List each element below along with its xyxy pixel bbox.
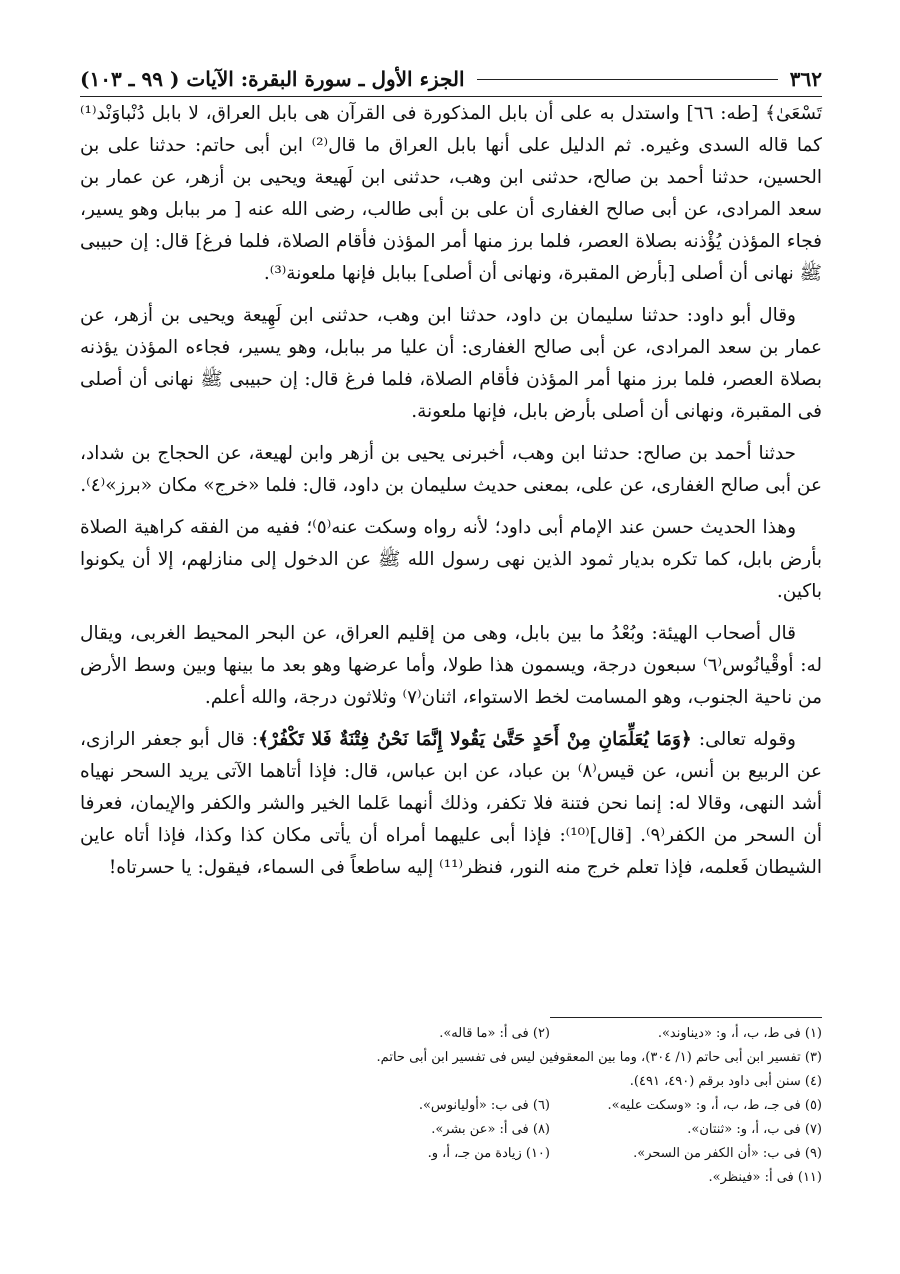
footnote-7: (٧) فى ب، أ، و: «ثنتان». [687,1122,822,1137]
header-title: الجزء الأول ـ سورة البقرة: الآيات ( ٩٩ ـ ١٠٣) [80,67,465,91]
footnote-row [280,1118,822,1142]
header-rule [477,79,778,80]
footnote-separator [550,1017,822,1018]
footnote-8: (٨) فى أ: «عن بشر». [431,1122,550,1137]
footnote-row [280,1166,822,1190]
paragraph-6-intro: وقوله تعالى: [691,729,796,750]
quran-verse: ﴿وَمَا يُعَلِّمَانِ مِنْ أَحَدٍ حَتَّىٰ يَقُولا إِنَّمَا نَحْنُ فِتْنَةٌ فَلا تَكْفُرْ﴾ [258,729,692,750]
paragraph-2: وقال أبو داود: حدثنا سليمان بن داود، حدثنا ابن وهب، حدثنى ابن لَهِيعة ويحيى بن أزهر، عن عمار بن سعد المرادى، عن أبى صالح الغفارى: أن عليا مر ببابل، وهو يسير، فجاءه المؤذن يؤذنه بصلاة العصر، فلما برز منها أمر المؤذن فأقام الصلاة، فلما فرغ قال: إن حبيبى ﷺ نهانى أن أصلى فى المقبرة، ونهانى أن أصلى بأرض بابل، فإنها ملعونة. [80,305,822,422]
footnote-row [280,1022,822,1046]
page-number: ٣٦٢ [789,67,822,91]
footnote-11: (١١) فى أ: «فينظر». [708,1170,822,1185]
footnotes [280,1022,822,1190]
paragraph-6-text: : قال أبو جعفر الرازى، عن الربيع بن أنس، عن قيس⁽٨⁾ بن عباد، عن ابن عباس، قال: فإذا أتاهما الآتى يريد السحر نهياه أشد النهى، وقالا له: إنما نحن فتنة فلا تكفر، وذلك أنهما عَلما الخير والشر والكفر والإيمان، فعرفا أن السحر من الكفر⁽٩⁾. [قال]⁽¹⁰⁾: فإذا أبى عليهما أمراه أن يأتى مكان كذا وكذا، فإذا أتاه عاين الشيطان فَعلمه، فإذا تعلم خرج منه النور، فنظر⁽¹¹⁾ إليه ساطعاً فى السماء، فيقول: يا حسرتاه! [80,729,822,878]
footnote-row [280,1094,822,1118]
footnote-2: (٢) فى أ: «ما قاله». [439,1026,550,1041]
footnote-10: (١٠) زيادة من جـ، أ، و. [427,1146,550,1161]
footnote-9: (٩) فى ب: «أن الكفر من السحر». [633,1146,822,1161]
footnote-row [280,1142,822,1166]
main-text [80,98,822,894]
footnote-5: (٥) فى جـ، ط، ب، أ، و: «وسكت عليه». [607,1098,822,1113]
footnote-3: (٣) تفسير ابن أبى حاتم (١/ ٣٠٤)، وما بين المعقوفين ليس فى تفسير ابن أبى حاتم. [376,1050,822,1065]
footnote-row [280,1046,822,1070]
running-header [80,62,822,97]
footnote-6: (٦) فى ب: «أوليانوس». [418,1098,550,1113]
paragraph-3: حدثنا أحمد بن صالح: حدثنا ابن وهب، أخبرنى يحيى بن أزهر وابن لهيعة، عن الحجاج بن شداد، عن أبى صالح الغفارى، عن على، بمعنى حديث سليمان بن داود، قال: فلما «خرج» مكان «برز»⁽٤⁾. [80,443,822,496]
footnote-4: (٤) سنن أبى داود برقم (٤٩٠، ٤٩١). [629,1074,822,1089]
footnote-row [280,1070,822,1094]
paragraph-4: وهذا الحديث حسن عند الإمام أبى داود؛ لأنه رواه وسكت عنه⁽٥⁾؛ ففيه من الفقه كراهية الصلاة بأرض بابل، كما تكره بديار ثمود الذين نهى رسول الله ﷺ عن الدخول إلى منازلهم، إلا أن يكونوا باكين. [80,517,822,602]
footnote-1: (١) فى ط، ب، أ، و: «ديناوند». [657,1026,822,1041]
paragraph-6 [80,724,822,884]
paragraph-1: تَسْعَىٰ﴾ [طه: ٦٦] واستدل به على أن بابل المذكورة فى القرآن هى بابل العراق، لا بابل دُنْباوَنْد⁽¹⁾ كما قاله السدى وغيره. ثم الدليل على أنها بابل العراق ما قال⁽²⁾ ابن أبى حاتم: حدثنا على بن الحسين، حدثنا أحمد بن صالح، حدثنى ابن وهب، حدثنى ابن لَهيعة ويحيى بن أزهر، عن عمار بن سعد المرادى، عن أبى صالح الغفارى أن على بن أبى طالب، رضى الله عنه [ مر ببابل وهو يسير، فجاء المؤذن يُؤْذنه بصلاة العصر، فلما برز منها أمر المؤذن فأقام الصلاة، فلما فرغ] قال: إن حبيبى ﷺ نهانى أن أصلى [بأرض المقبرة، ونهانى أن أصلى] ببابل فإنها ملعونة⁽³⁾. [80,103,822,284]
paragraph-5: قال أصحاب الهيئة: وبُعْدُ ما بين بابل، وهى من إقليم العراق، عن البحر المحيط الغربى، ويقال له: أوقْيانُوس⁽٦⁾ سبعون درجة، ويسمون هذا طولا، وأما عرضها وهو بعد ما بينها وبين وسط الأرض من ناحية الجنوب، وهو المسامت لخط الاستواء، اثنان⁽٧⁾ وثلاثون درجة، والله أعلم. [80,623,823,708]
